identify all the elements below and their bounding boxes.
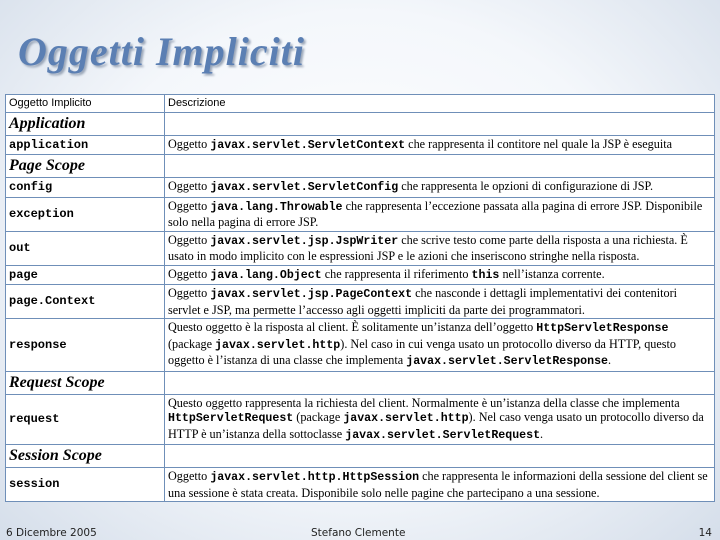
section-row-filler [165, 371, 715, 394]
object-description: Oggetto javax.servlet.jsp.JspWriter che scrive testo come parte della risposta a una richiesta. È usato in modo implicito con le espressioni JSP e le azioni che inseriscono stringhe nella risposta. [165, 231, 715, 265]
object-description: Oggetto javax.servlet.jsp.PageContext che nasconde i dettagli implementativi dei contenitori servlet e JSP, ma permette l’accesso agli oggetti impliciti da parte dei programmatori. [165, 285, 715, 319]
section-row-request [6, 371, 715, 394]
object-description: Questo oggetto rappresenta la richiesta del client. Normalmente è un’istanza della classe che implementa HttpServletRequest (package javax.servlet.http). Nel caso venga usato un protocollo diverso da HTTP è un’istanza della sottoclasse javax.servlet.ServletRequest. [165, 394, 715, 445]
table-row [6, 135, 715, 155]
section-label-page: Page Scope [6, 155, 165, 178]
object-description: Oggetto javax.servlet.ServletContext che rappresenta il contitore nel quale la JSP è eseguita [165, 135, 715, 155]
table-row [6, 468, 715, 502]
section-row-session [6, 445, 715, 468]
object-name: config [6, 178, 165, 198]
object-description: Questo oggetto è la risposta al client. È solitamente un’istanza dell’oggetto HttpServletResponse (package javax.servlet.http). Nel caso in cui venga usato un protocollo diverso da HTTP, questo oggetto è l’istanza di una classe che implementa javax.servlet.ServletResponse. [165, 319, 715, 372]
section-row-filler [165, 445, 715, 468]
section-row-filler [165, 155, 715, 178]
object-name: request [6, 394, 165, 445]
table-header-row [6, 95, 715, 113]
section-row-page [6, 155, 715, 178]
section-label-session: Session Scope [6, 445, 165, 468]
object-name: out [6, 231, 165, 265]
object-name: session [6, 468, 165, 502]
table-row [6, 265, 715, 285]
table-row [6, 178, 715, 198]
footer-author: Stefano Clemente [311, 527, 406, 539]
footer-date: 6 Dicembre 2005 [6, 527, 97, 539]
section-row-filler [165, 112, 715, 135]
section-row-application [6, 112, 715, 135]
implicit-objects-table [5, 94, 715, 502]
object-name: exception [6, 197, 165, 231]
section-label-request: Request Scope [6, 371, 165, 394]
object-description: Oggetto java.lang.Object che rappresenta il riferimento this nell’istanza corrente. [165, 265, 715, 285]
section-label-application: Application [6, 112, 165, 135]
object-name: page [6, 265, 165, 285]
object-name: response [6, 319, 165, 372]
table-row [6, 394, 715, 445]
table-row [6, 285, 715, 319]
object-name: application [6, 135, 165, 155]
column-header-object: Oggetto Implicito [6, 95, 165, 113]
table-row [6, 319, 715, 372]
footer-page-number: 14 [698, 527, 712, 539]
object-description: Oggetto javax.servlet.http.HttpSession che rappresenta le informazioni della sessione del client se una sessione è stata creata. Disponibile solo nelle pagine che partecipano a una sessione. [165, 468, 715, 502]
column-header-description: Descrizione [165, 95, 715, 113]
table-row [6, 231, 715, 265]
object-description: Oggetto javax.servlet.ServletConfig che rappresenta le opzioni di configurazione di JSP. [165, 178, 715, 198]
object-name: page.Context [6, 285, 165, 319]
object-description: Oggetto java.lang.Throwable che rappresenta l’eccezione passata alla pagina di errore JSP. Disponibile solo nella pagina di errore JSP. [165, 197, 715, 231]
table-row [6, 197, 715, 231]
slide-title: Oggetti Impliciti [18, 29, 305, 74]
